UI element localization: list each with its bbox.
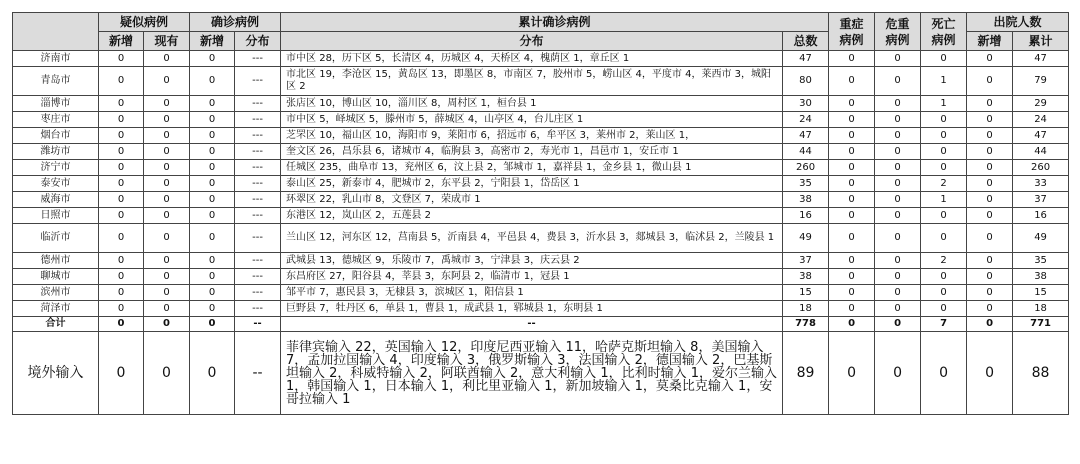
cumulative-distribution: 芝罘区 10，福山区 10，海阳市 9，莱阳市 6，招远市 6，牟平区 3，莱州市 2，莱山区 1，	[281, 128, 783, 144]
death-count: 2	[921, 176, 967, 192]
confirmed-new: 0	[190, 51, 235, 67]
severe-count: 0	[829, 144, 875, 160]
confirmed-distribution: ---	[235, 224, 281, 253]
suspected-new: 0	[99, 224, 144, 253]
city-name: 滨州市	[13, 285, 99, 301]
critical-count: 0	[875, 332, 921, 415]
discharged-total: 33	[1013, 176, 1069, 192]
discharged-total: 79	[1013, 67, 1069, 96]
cumulative-distribution: 市中区 28，历下区 5，长清区 4，历城区 4，天桥区 4，槐荫区 1，章丘区 1	[281, 51, 783, 67]
header-critical-line1: 危重	[885, 16, 910, 31]
header-severe-line2: 病例	[839, 32, 864, 47]
discharged-total: 771	[1013, 317, 1069, 332]
suspected-new: 0	[99, 269, 144, 285]
suspected-new: 0	[99, 253, 144, 269]
discharged-new: 0	[967, 96, 1013, 112]
city-name: 潍坊市	[13, 144, 99, 160]
discharged-new: 0	[967, 269, 1013, 285]
cumulative-distribution: 市北区 19，李沧区 15，黄岛区 13，即墨区 8，市南区 7，胶州市 5，崂山区 4，平度市 4，莱西市 3，城阳区 2	[281, 67, 783, 96]
critical-count: 0	[875, 208, 921, 224]
table-row	[13, 112, 1069, 128]
discharged-new: 0	[967, 144, 1013, 160]
death-count: 0	[921, 269, 967, 285]
table-row	[13, 224, 1069, 253]
cumulative-distribution: 武城县 13，德城区 9，乐陵市 7，禹城市 3，宁津县 3，庆云县 2	[281, 253, 783, 269]
suspected-current: 0	[144, 67, 190, 96]
discharged-total: 29	[1013, 96, 1069, 112]
critical-count: 0	[875, 301, 921, 317]
suspected-new: 0	[99, 301, 144, 317]
cumulative-total: 24	[783, 112, 829, 128]
header-death	[921, 13, 967, 51]
discharged-total: 24	[1013, 112, 1069, 128]
cumulative-total: 778	[783, 317, 829, 332]
header-cumulative-distribution: 分布	[281, 32, 783, 51]
confirmed-distribution: --	[235, 332, 281, 415]
confirmed-new: 0	[190, 144, 235, 160]
cumulative-distribution: 兰山区 12，河东区 12，莒南县 5，沂南县 4，平邑县 4，费县 3，沂水县 3，郯城县 3，临沭县 2，兰陵县 1	[281, 224, 783, 253]
cumulative-total: 15	[783, 285, 829, 301]
confirmed-distribution: ---	[235, 112, 281, 128]
table-row	[13, 192, 1069, 208]
critical-count: 0	[875, 269, 921, 285]
severe-count: 0	[829, 301, 875, 317]
discharged-new: 0	[967, 112, 1013, 128]
death-count: 1	[921, 192, 967, 208]
confirmed-new: 0	[190, 176, 235, 192]
city-name: 淄博市	[13, 96, 99, 112]
suspected-new: 0	[99, 192, 144, 208]
death-count: 0	[921, 208, 967, 224]
city-name: 聊城市	[13, 269, 99, 285]
total-label: 合计	[13, 317, 99, 332]
confirmed-new: 0	[190, 208, 235, 224]
confirmed-new: 0	[190, 96, 235, 112]
header-discharged: 出院人数	[967, 13, 1069, 32]
confirmed-new: 0	[190, 301, 235, 317]
discharged-new: 0	[967, 208, 1013, 224]
suspected-current: 0	[144, 317, 190, 332]
suspected-current: 0	[144, 332, 190, 415]
discharged-total: 18	[1013, 301, 1069, 317]
suspected-new: 0	[99, 96, 144, 112]
confirmed-distribution: ---	[235, 128, 281, 144]
header-confirmed-new: 新增	[190, 32, 235, 51]
discharged-total: 47	[1013, 128, 1069, 144]
table-row	[13, 96, 1069, 112]
critical-count: 0	[875, 144, 921, 160]
confirmed-distribution: ---	[235, 144, 281, 160]
death-count: 0	[921, 224, 967, 253]
severe-count: 0	[829, 285, 875, 301]
critical-count: 0	[875, 317, 921, 332]
table-row	[13, 144, 1069, 160]
discharged-new: 0	[967, 253, 1013, 269]
cumulative-total: 49	[783, 224, 829, 253]
suspected-current: 0	[144, 208, 190, 224]
confirmed-distribution: ---	[235, 208, 281, 224]
cases-table	[12, 12, 1069, 415]
suspected-current: 0	[144, 176, 190, 192]
critical-count: 0	[875, 160, 921, 176]
discharged-new: 0	[967, 176, 1013, 192]
city-name: 青岛市	[13, 67, 99, 96]
discharged-total: 15	[1013, 285, 1069, 301]
severe-count: 0	[829, 192, 875, 208]
confirmed-distribution: --	[235, 317, 281, 332]
death-count: 2	[921, 253, 967, 269]
severe-count: 0	[829, 208, 875, 224]
total-row	[13, 317, 1069, 332]
suspected-current: 0	[144, 301, 190, 317]
header-blank	[13, 13, 99, 51]
suspected-current: 0	[144, 112, 190, 128]
header-cumulative-total: 总数	[783, 32, 829, 51]
header-cumulative: 累计确诊病例	[281, 13, 829, 32]
confirmed-new: 0	[190, 192, 235, 208]
header-discharged-total: 累计	[1013, 32, 1069, 51]
discharged-new: 0	[967, 128, 1013, 144]
death-count: 7	[921, 317, 967, 332]
confirmed-new: 0	[190, 269, 235, 285]
severe-count: 0	[829, 128, 875, 144]
table-row	[13, 301, 1069, 317]
death-count: 1	[921, 67, 967, 96]
city-name: 德州市	[13, 253, 99, 269]
discharged-total: 49	[1013, 224, 1069, 253]
header-death-line2: 病例	[931, 32, 956, 47]
severe-count: 0	[829, 67, 875, 96]
table-row	[13, 253, 1069, 269]
table-row	[13, 208, 1069, 224]
discharged-total: 260	[1013, 160, 1069, 176]
cumulative-total: 35	[783, 176, 829, 192]
cumulative-distribution: 东港区 12，岚山区 2，五莲县 2	[281, 208, 783, 224]
header-severe-line1: 重症	[839, 16, 864, 31]
confirmed-distribution: ---	[235, 269, 281, 285]
cumulative-distribution: 环翠区 22，乳山市 8，文登区 7，荣成市 1	[281, 192, 783, 208]
city-name: 威海市	[13, 192, 99, 208]
discharged-total: 38	[1013, 269, 1069, 285]
suspected-new: 0	[99, 112, 144, 128]
suspected-new: 0	[99, 332, 144, 415]
confirmed-distribution: ---	[235, 160, 281, 176]
table-row	[13, 128, 1069, 144]
severe-count: 0	[829, 317, 875, 332]
cumulative-total: 37	[783, 253, 829, 269]
header-critical-line2: 病例	[885, 32, 910, 47]
confirmed-distribution: ---	[235, 67, 281, 96]
discharged-new: 0	[967, 285, 1013, 301]
discharged-total: 37	[1013, 192, 1069, 208]
header-critical	[875, 13, 921, 51]
header-severe	[829, 13, 875, 51]
discharged-total: 44	[1013, 144, 1069, 160]
critical-count: 0	[875, 176, 921, 192]
severe-count: 0	[829, 269, 875, 285]
header-suspected-new: 新增	[99, 32, 144, 51]
confirmed-new: 0	[190, 224, 235, 253]
severe-count: 0	[829, 112, 875, 128]
table-body	[13, 51, 1069, 415]
cumulative-distribution: 邹平市 7，惠民县 3，无棣县 3，滨城区 1，阳信县 1	[281, 285, 783, 301]
critical-count: 0	[875, 67, 921, 96]
city-name: 枣庄市	[13, 112, 99, 128]
confirmed-distribution: ---	[235, 51, 281, 67]
table-row	[13, 269, 1069, 285]
header-confirmed: 确诊病例	[190, 13, 281, 32]
header-death-line1: 死亡	[931, 16, 956, 31]
critical-count: 0	[875, 112, 921, 128]
death-count: 0	[921, 112, 967, 128]
suspected-current: 0	[144, 285, 190, 301]
confirmed-distribution: ---	[235, 96, 281, 112]
cumulative-distribution: 张店区 10，博山区 10，淄川区 8，周村区 1，桓台县 1	[281, 96, 783, 112]
suspected-current: 0	[144, 144, 190, 160]
suspected-current: 0	[144, 192, 190, 208]
cumulative-total: 47	[783, 128, 829, 144]
city-name: 菏泽市	[13, 301, 99, 317]
confirmed-distribution: ---	[235, 301, 281, 317]
death-count: 0	[921, 285, 967, 301]
death-count: 0	[921, 128, 967, 144]
city-name: 泰安市	[13, 176, 99, 192]
table-row	[13, 51, 1069, 67]
discharged-new: 0	[967, 160, 1013, 176]
critical-count: 0	[875, 128, 921, 144]
suspected-current: 0	[144, 224, 190, 253]
header-row-top	[13, 13, 1069, 32]
city-name: 济宁市	[13, 160, 99, 176]
cumulative-total: 47	[783, 51, 829, 67]
cumulative-distribution: --	[281, 317, 783, 332]
suspected-current: 0	[144, 160, 190, 176]
suspected-current: 0	[144, 128, 190, 144]
discharged-new: 0	[967, 67, 1013, 96]
header-discharged-new: 新增	[967, 32, 1013, 51]
confirmed-new: 0	[190, 285, 235, 301]
critical-count: 0	[875, 253, 921, 269]
confirmed-new: 0	[190, 160, 235, 176]
death-count: 0	[921, 160, 967, 176]
death-count: 0	[921, 301, 967, 317]
discharged-new: 0	[967, 192, 1013, 208]
table-row	[13, 176, 1069, 192]
death-count: 0	[921, 332, 967, 415]
death-count: 1	[921, 96, 967, 112]
confirmed-new: 0	[190, 317, 235, 332]
header-suspected: 疑似病例	[99, 13, 190, 32]
cumulative-distribution: 奎文区 26，昌乐县 6，诸城市 4，临朐县 3，高密市 2，寿光市 1，昌邑市 1，安丘市 1	[281, 144, 783, 160]
confirmed-new: 0	[190, 112, 235, 128]
city-name: 济南市	[13, 51, 99, 67]
overseas-label: 境外输入	[13, 332, 99, 415]
severe-count: 0	[829, 176, 875, 192]
severe-count: 0	[829, 253, 875, 269]
suspected-current: 0	[144, 96, 190, 112]
suspected-new: 0	[99, 208, 144, 224]
cumulative-distribution: 任城区 235，曲阜市 13，兖州区 6，汶上县 2，邹城市 1，嘉祥县 1，金乡县 1，微山县 1	[281, 160, 783, 176]
table-row	[13, 285, 1069, 301]
cumulative-total: 80	[783, 67, 829, 96]
city-name: 烟台市	[13, 128, 99, 144]
cumulative-total: 18	[783, 301, 829, 317]
severe-count: 0	[829, 160, 875, 176]
header-suspected-current: 现有	[144, 32, 190, 51]
cumulative-distribution: 东昌府区 27，阳谷县 4，莘县 3，东阿县 2，临清市 1，冠县 1	[281, 269, 783, 285]
critical-count: 0	[875, 285, 921, 301]
confirmed-distribution: ---	[235, 176, 281, 192]
cumulative-distribution: 市中区 5，峄城区 5，滕州市 5，薛城区 4，山亭区 4，台儿庄区 1	[281, 112, 783, 128]
suspected-new: 0	[99, 285, 144, 301]
suspected-current: 0	[144, 269, 190, 285]
suspected-current: 0	[144, 51, 190, 67]
severe-count: 0	[829, 51, 875, 67]
death-count: 0	[921, 144, 967, 160]
cumulative-total: 16	[783, 208, 829, 224]
suspected-new: 0	[99, 128, 144, 144]
cumulative-total: 89	[783, 332, 829, 415]
critical-count: 0	[875, 96, 921, 112]
critical-count: 0	[875, 224, 921, 253]
severe-count: 0	[829, 224, 875, 253]
discharged-new: 0	[967, 51, 1013, 67]
report-container	[12, 12, 1068, 415]
suspected-current: 0	[144, 253, 190, 269]
cumulative-distribution: 菲律宾输入 22，英国输入 12，印度尼西亚输入 11，哈萨克斯坦输入 8，美国输入 7，孟加拉国输入 4，印度输入 3，俄罗斯输入 3，法国输入 2，德国输入 2，巴基斯坦输入 2，科威特输入 2，阿联酋输入 2，意大利输入 1，比利时输入 1，爱尔兰输入 1，韩国输入 1，日本输入 1，利比里亚输入 1，新加坡输入 1，莫桑比克输入 1，安哥拉输入 1	[281, 332, 783, 415]
critical-count: 0	[875, 192, 921, 208]
header-confirmed-distribution: 分布	[235, 32, 281, 51]
confirmed-new: 0	[190, 67, 235, 96]
suspected-new: 0	[99, 144, 144, 160]
overseas-row	[13, 332, 1069, 415]
table-header	[13, 13, 1069, 51]
confirmed-new: 0	[190, 253, 235, 269]
cumulative-total: 38	[783, 269, 829, 285]
cumulative-distribution: 巨野县 7，牡丹区 6，单县 1，曹县 1，成武县 1，郓城县 1，东明县 1	[281, 301, 783, 317]
cumulative-total: 38	[783, 192, 829, 208]
suspected-new: 0	[99, 176, 144, 192]
cumulative-total: 30	[783, 96, 829, 112]
confirmed-new: 0	[190, 332, 235, 415]
discharged-total: 16	[1013, 208, 1069, 224]
suspected-new: 0	[99, 160, 144, 176]
table-row	[13, 67, 1069, 96]
death-count: 0	[921, 51, 967, 67]
city-name: 日照市	[13, 208, 99, 224]
table-row	[13, 160, 1069, 176]
cumulative-total: 44	[783, 144, 829, 160]
city-name: 临沂市	[13, 224, 99, 253]
cumulative-distribution: 泰山区 25，新泰市 4，肥城市 2，东平县 2，宁阳县 1，岱岳区 1	[281, 176, 783, 192]
discharged-total: 88	[1013, 332, 1069, 415]
discharged-new: 0	[967, 317, 1013, 332]
confirmed-new: 0	[190, 128, 235, 144]
confirmed-distribution: ---	[235, 192, 281, 208]
suspected-new: 0	[99, 67, 144, 96]
confirmed-distribution: ---	[235, 253, 281, 269]
discharged-total: 47	[1013, 51, 1069, 67]
severe-count: 0	[829, 96, 875, 112]
suspected-new: 0	[99, 317, 144, 332]
cumulative-total: 260	[783, 160, 829, 176]
suspected-new: 0	[99, 51, 144, 67]
discharged-new: 0	[967, 301, 1013, 317]
critical-count: 0	[875, 51, 921, 67]
discharged-new: 0	[967, 224, 1013, 253]
severe-count: 0	[829, 332, 875, 415]
confirmed-distribution: ---	[235, 285, 281, 301]
discharged-total: 35	[1013, 253, 1069, 269]
discharged-new: 0	[967, 332, 1013, 415]
